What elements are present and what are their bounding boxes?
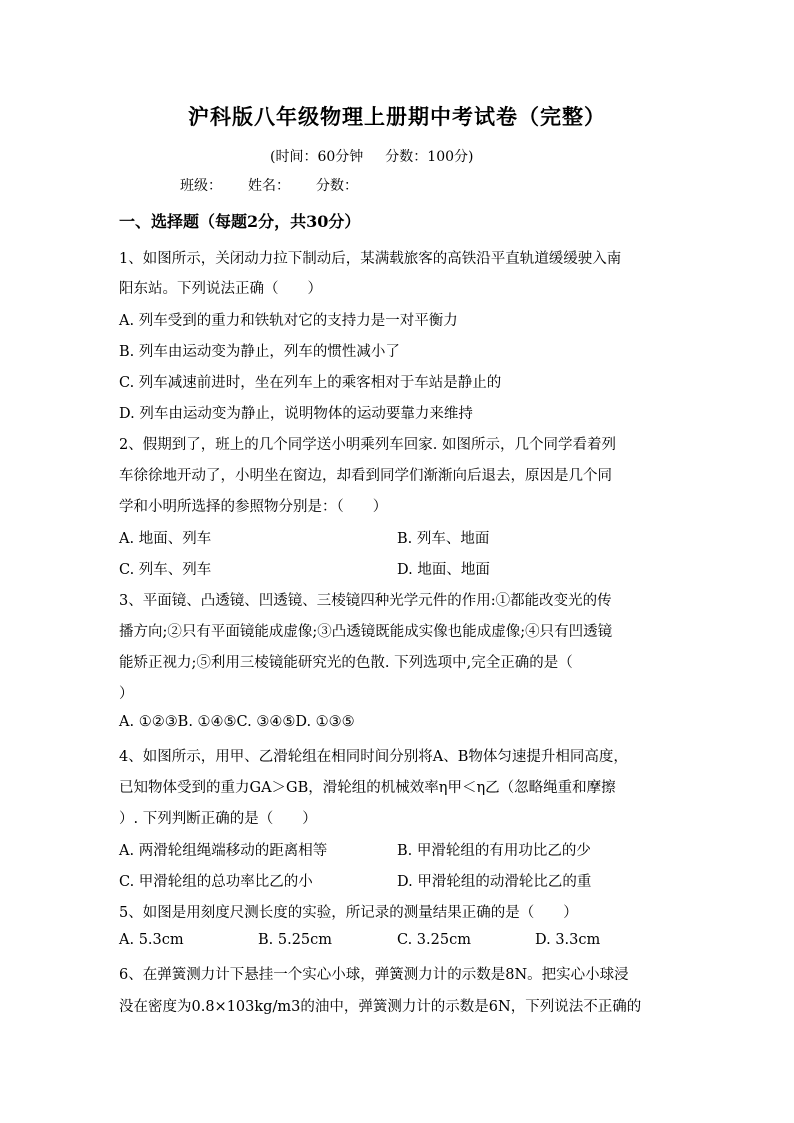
q5-option-d: D. 3.3cm bbox=[535, 932, 601, 948]
q4-option-a: A. 两滑轮组绳端移动的距离相等 bbox=[119, 843, 328, 859]
q1-stem-line1: 1、如图所示，关闭动力拉下制动后，某满载旅客的高铁沿平直轨道缓缓驶入南 bbox=[119, 251, 622, 267]
q6-stem-line2: 没在密度为0.8×103kg/m3的油中，弹簧测力计的示数是6N，下列说法不正确的 bbox=[119, 999, 642, 1015]
score-label: 分数： bbox=[316, 178, 358, 194]
q1-option-d: D. 列车由运动变为静止，说明物体的运动要靠力来维持 bbox=[119, 406, 473, 422]
q5-option-c: C. 3.25cm bbox=[397, 932, 471, 948]
q2-stem-line1: 2、假期到了，班上的几个同学送小明乘列车回家. 如图所示，几个同学看着列 bbox=[119, 437, 616, 453]
section-heading: 一、选择题（每题2分，共30分） bbox=[119, 212, 361, 231]
q5-stem-line1: 5、如图是用刻度尺测长度的实验，所记录的测量结果正确的是（ ） bbox=[119, 905, 578, 921]
exam-subtitle bbox=[270, 146, 473, 166]
q4-option-d: D. 甲滑轮组的动滑轮比乙的重 bbox=[397, 874, 592, 890]
q3-options: A. ①②③B. ①④⑤C. ③④⑤D. ①③⑤ bbox=[119, 714, 355, 730]
q1-stem-line2: 阳东站。下列说法正确（ ） bbox=[119, 281, 322, 297]
student-info-row bbox=[180, 175, 384, 195]
q3-stem-line2: 播方向;②只有平面镜能成虚像;③凸透镜既能成实像也能成虚像;④只有凹透镜 bbox=[119, 624, 613, 640]
name-label: 姓名： bbox=[248, 178, 290, 194]
q4-stem-line1: 4、如图所示，用甲、乙滑轮组在相同时间分别将A、B物体匀速提升相同高度， bbox=[119, 749, 628, 765]
q1-option-b: B. 列车由运动变为静止，列车的惯性减小了 bbox=[119, 344, 400, 360]
q1-option-a: A. 列车受到的重力和铁轨对它的支持力是一对平衡力 bbox=[119, 313, 458, 329]
q1-option-c: C. 列车减速前进时，坐在列车上的乘客相对于车站是静止的 bbox=[119, 375, 502, 391]
class-label: 班级： bbox=[180, 178, 222, 194]
time-limit: (时间：60分钟 bbox=[270, 149, 364, 165]
q4-stem-line2: 已知物体受到的重力GA＞GB，滑轮组的机械效率η甲＜η乙（忽略绳重和摩擦 bbox=[119, 780, 616, 796]
q5-option-a: A. 5.3cm bbox=[119, 932, 184, 948]
q2-option-d: D. 地面、地面 bbox=[397, 562, 490, 578]
q4-stem-line3: ）. 下列判断正确的是（ ） bbox=[119, 811, 317, 827]
q2-stem-line3: 学和小明所选择的参照物分别是：（ ） bbox=[119, 499, 388, 515]
q2-option-a: A. 地面、列车 bbox=[119, 531, 212, 547]
page-title: 沪科版八年级物理上册期中考试卷（完整） bbox=[188, 104, 606, 129]
q2-option-b: B. 列车、地面 bbox=[397, 531, 490, 547]
q3-stem-line1: 3、平面镜、凸透镜、凹透镜、三棱镜四种光学元件的作用:①都能改变光的传 bbox=[119, 593, 612, 609]
q3-stem-line3: 能矫正视力;⑤利用三棱镜能研究光的色散. 下列选项中,完全正确的是（ bbox=[119, 655, 573, 671]
q3-stem-line4: ） bbox=[119, 686, 134, 702]
q5-option-b: B. 5.25cm bbox=[258, 932, 333, 948]
q2-option-c: C. 列车、列车 bbox=[119, 562, 212, 578]
total-score: 分数：100分) bbox=[385, 149, 474, 165]
q4-option-c: C. 甲滑轮组的总功率比乙的小 bbox=[119, 874, 313, 890]
q6-stem-line1: 6、在弹簧测力计下悬挂一个实心小球，弹簧测力计的示数是8N。把实心小球浸 bbox=[119, 967, 629, 983]
q4-option-b: B. 甲滑轮组的有用功比乙的少 bbox=[397, 843, 591, 859]
q2-stem-line2: 车徐徐地开动了，小明坐在窗边，却看到同学们渐渐向后退去，原因是几个同 bbox=[119, 468, 612, 484]
